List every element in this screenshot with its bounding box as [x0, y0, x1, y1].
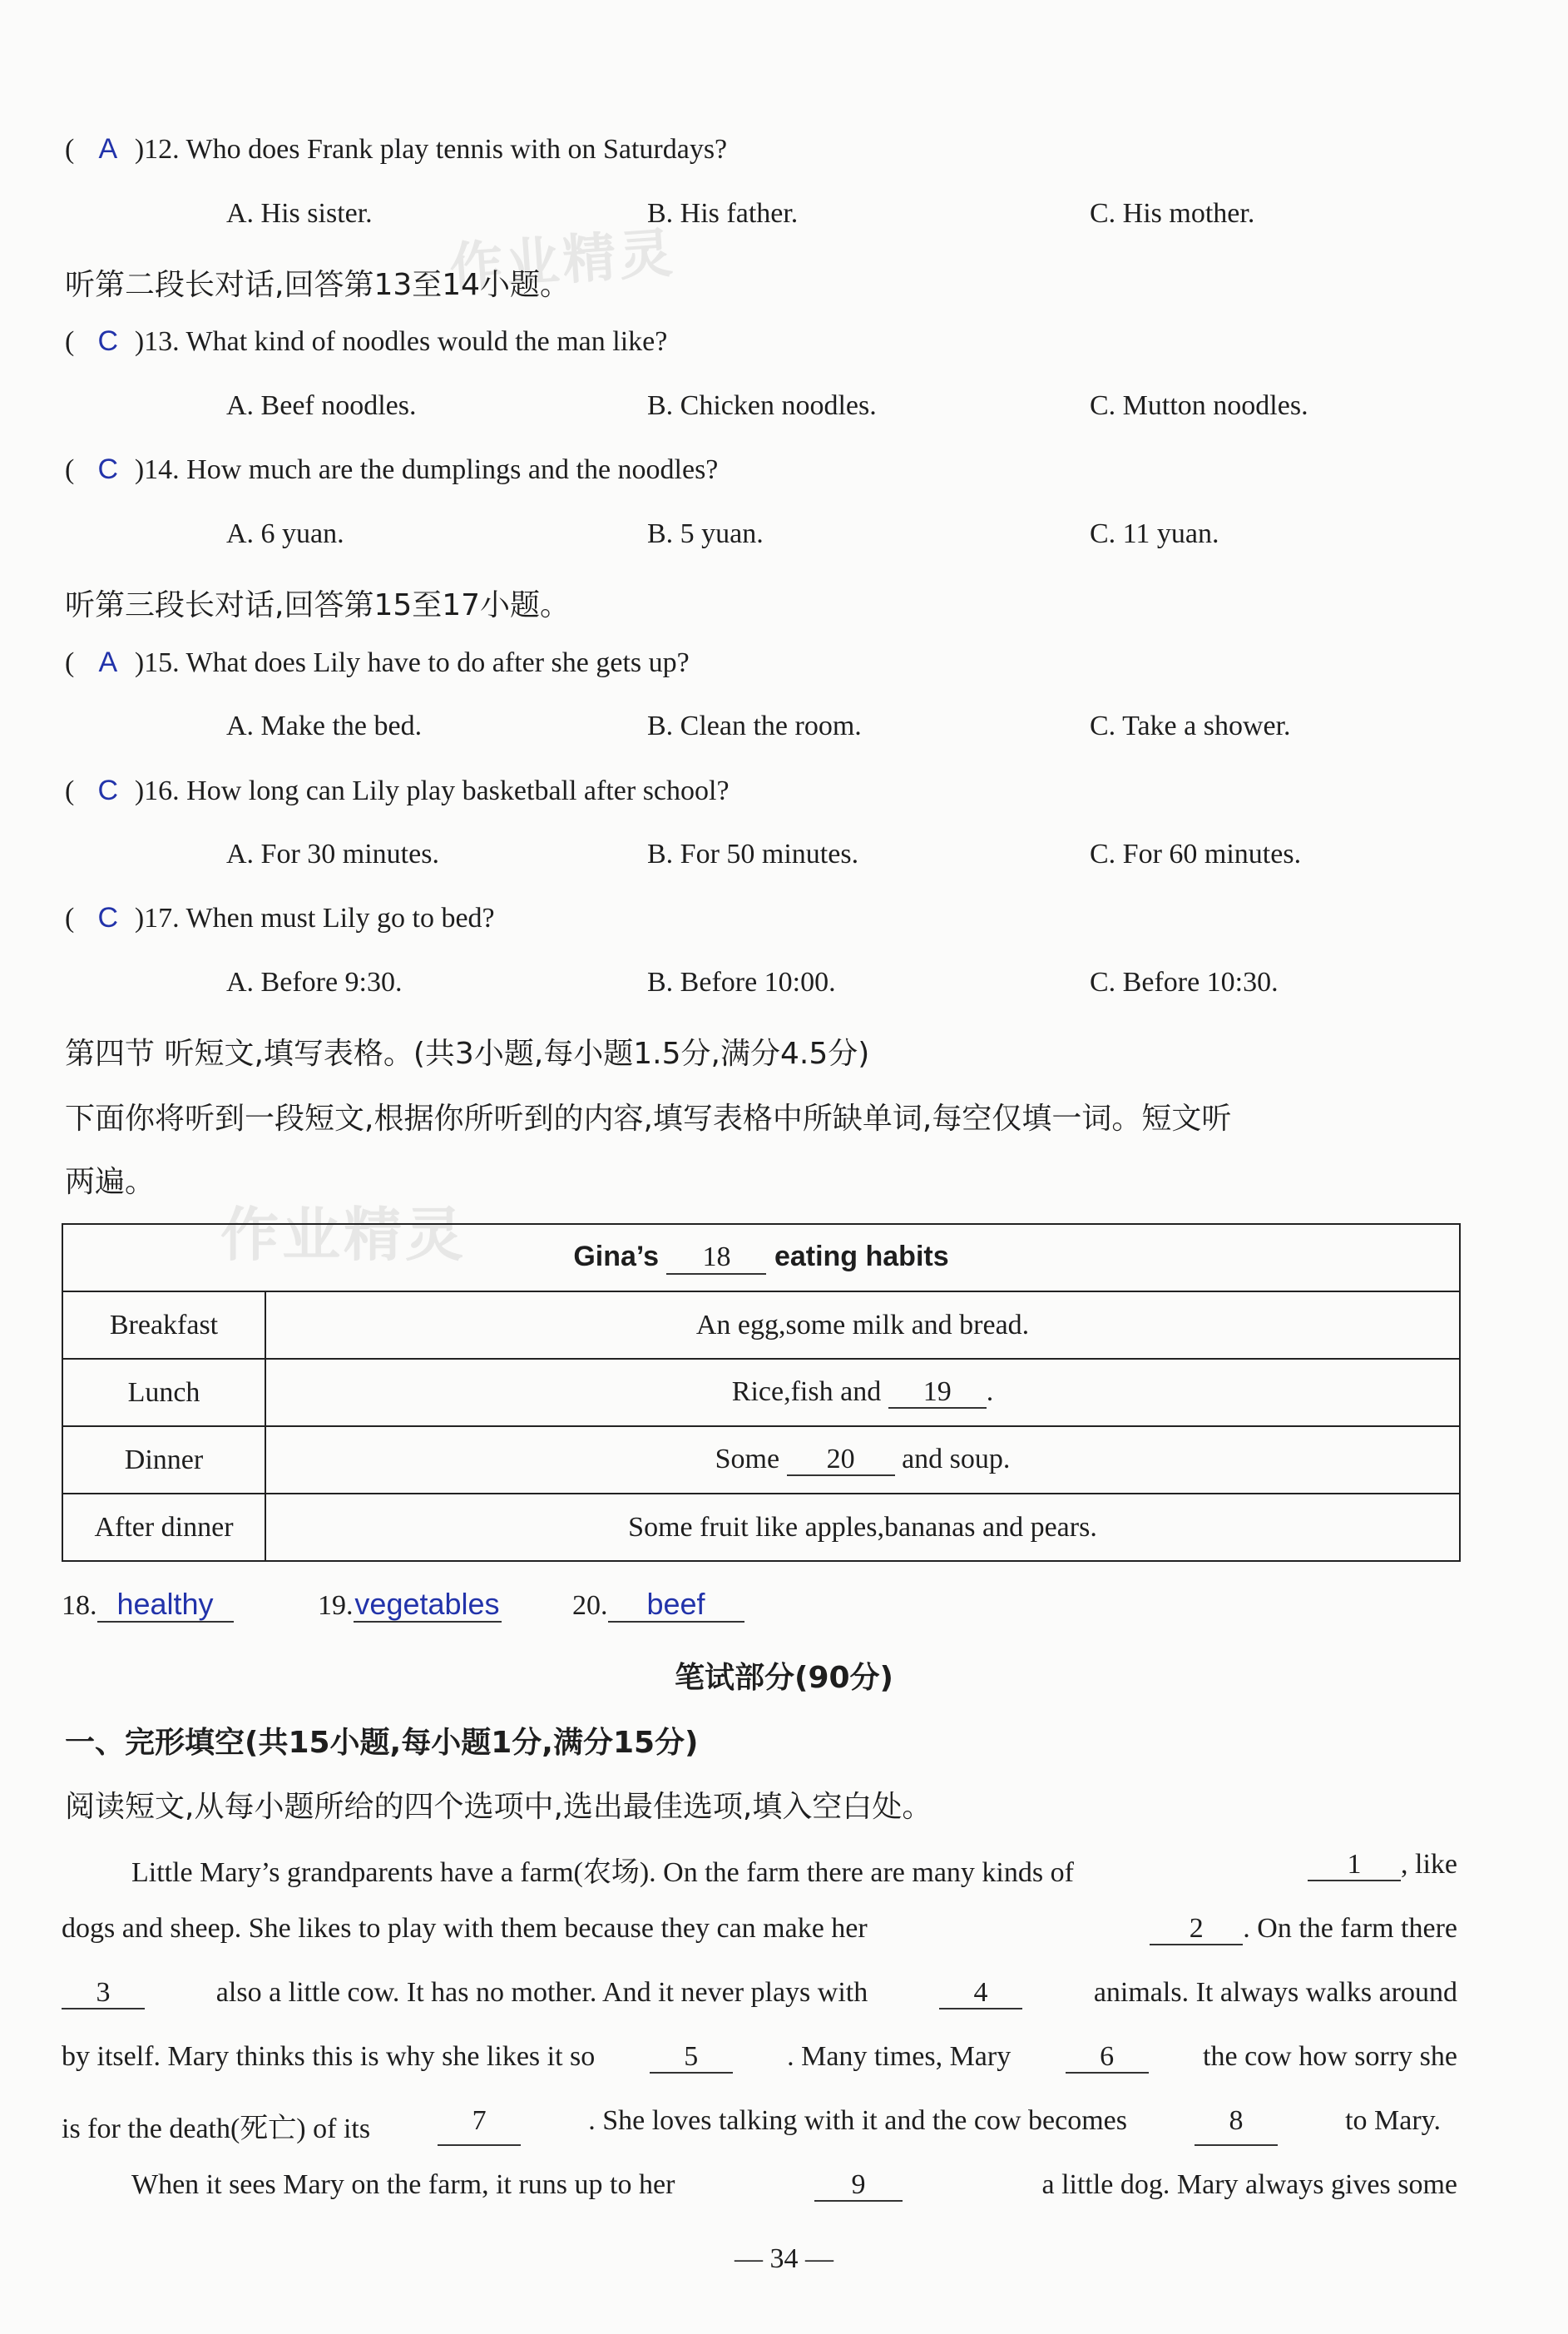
- question-stem: )16. How long can Lily play basketball after school?: [134, 776, 730, 806]
- cloze-blank-2: 2: [1150, 1913, 1243, 1945]
- question-14: ( C )14. How much are the dumplings and the noodles?: [65, 453, 719, 485]
- row-label: Dinner: [62, 1426, 265, 1494]
- table-row: [62, 1291, 1460, 1359]
- answer-mark: A: [98, 133, 118, 165]
- dialogue-header: 听第三段长对话,回答第15至17小题。: [65, 588, 571, 622]
- blank-19: 19: [888, 1376, 987, 1409]
- passage-line: is for the death(死亡) of its 7 . She loves talking with it and the cow becomes 8 to Mary.: [62, 2105, 1441, 2144]
- blank-18: 18: [666, 1241, 766, 1274]
- question-stem: )12. Who does Frank play tennis with on Saturdays?: [134, 134, 728, 165]
- answer-mark: C: [97, 902, 119, 934]
- passage-line: When it sees Mary on the farm, it runs up to her 9 a little dog. Mary always gives some: [131, 2169, 1457, 2202]
- row-label: Lunch: [62, 1359, 265, 1426]
- cloze-blank-7: 7: [438, 2105, 521, 2146]
- option-b: B. Chicken noodles.: [647, 390, 877, 421]
- option-c: C. Before 10:30.: [1090, 967, 1279, 998]
- passage-line: 3 also a little cow. It has no mother. And it never plays with 4 animals. It always walks around: [62, 1977, 1457, 2009]
- eating-habits-table: [62, 1223, 1461, 1562]
- question-stem: )15. What does Lily have to do after she gets up?: [134, 647, 690, 678]
- section-instruction: 阅读短文,从每小题所给的四个选项中,选出最佳选项,填入空白处。: [65, 1790, 932, 1824]
- question-16: ( C )16. How long can Lily play basketball after school?: [65, 775, 730, 806]
- row-content: Rice,fish and 19 .: [265, 1359, 1460, 1426]
- row-label: After dinner: [62, 1494, 265, 1561]
- answer-18: 18. healthy: [62, 1588, 234, 1623]
- cloze-blank-4: 4: [939, 1977, 1022, 2009]
- cloze-blank-3: 3: [62, 1977, 145, 2009]
- answer-value: healthy: [97, 1588, 234, 1623]
- option-a: A. His sister.: [226, 198, 373, 229]
- option-c: C. His mother.: [1090, 198, 1255, 229]
- table-row: [62, 1359, 1460, 1426]
- table-row: [62, 1494, 1460, 1561]
- dialogue-header: 听第二段长对话,回答第13至14小题。: [65, 268, 571, 302]
- answer-value: vegetables: [354, 1587, 500, 1621]
- option-a: A. Beef noodles.: [226, 390, 417, 421]
- row-label: Breakfast: [62, 1291, 265, 1359]
- answer-mark: A: [98, 647, 118, 678]
- section-title: 第四节 听短文,填写表格。(共3小题,每小题1.5分,满分4.5分): [65, 1037, 870, 1071]
- answer-19: 19.vegetables: [318, 1587, 500, 1621]
- section-title: 一、完形填空(共15小题,每小题1分,满分15分): [65, 1726, 699, 1760]
- page-number: — 34 —: [735, 2243, 833, 2274]
- option-a: A. 6 yuan.: [226, 518, 344, 549]
- option-a: A. Before 9:30.: [226, 967, 403, 998]
- table-title-text: eating habits: [774, 1241, 949, 1273]
- watermark: 作业精灵: [220, 1201, 467, 1269]
- question-stem: )14. How much are the dumplings and the noodles?: [134, 454, 719, 485]
- answer-mark: C: [97, 325, 119, 357]
- cloze-blank-9: 9: [814, 2169, 903, 2202]
- question-15: ( A )15. What does Lily have to do after she gets up?: [65, 647, 690, 678]
- question-12: ( A )12. Who does Frank play tennis with on Saturdays?: [65, 133, 728, 165]
- answer-value: beef: [608, 1588, 744, 1623]
- cloze-blank-1: 1: [1308, 1849, 1401, 1881]
- watermark: 作业精灵: [448, 222, 678, 300]
- passage-line: by itself. Mary thinks this is why she likes it so 5 . Many times, Mary 6 the cow how sorry she: [62, 2041, 1457, 2074]
- option-b: B. Clean the room.: [647, 711, 862, 741]
- option-a: A. For 30 minutes.: [226, 839, 439, 870]
- question-stem: )13. What kind of noodles would the man like?: [134, 326, 668, 357]
- question-17: ( C )17. When must Lily go to bed?: [65, 902, 495, 934]
- passage-line: dogs and sheep. She likes to play with them because they can make her 2 . On the farm there: [62, 1913, 1457, 1945]
- option-a: A. Make the bed.: [226, 711, 423, 741]
- option-c: C. Take a shower.: [1090, 711, 1291, 741]
- row-content: An egg,some milk and bread.: [265, 1291, 1460, 1359]
- cloze-blank-6: 6: [1066, 2041, 1149, 2074]
- cloze-blank-8: 8: [1195, 2105, 1278, 2146]
- table-title-text: Gina’s: [573, 1241, 660, 1273]
- table-header-row: [62, 1224, 1460, 1291]
- question-stem: )17. When must Lily go to bed?: [134, 903, 495, 934]
- option-c: C. 11 yuan.: [1090, 518, 1219, 549]
- option-b: B. For 50 minutes.: [647, 839, 859, 870]
- row-content: Some fruit like apples,bananas and pears.: [265, 1494, 1460, 1561]
- option-c: C. Mutton noodles.: [1090, 390, 1308, 421]
- answer-mark: C: [97, 453, 119, 485]
- option-b: B. 5 yuan.: [647, 518, 764, 549]
- answer-mark: C: [97, 775, 119, 806]
- option-c: C. For 60 minutes.: [1090, 839, 1302, 870]
- table-row: [62, 1426, 1460, 1494]
- cloze-blank-5: 5: [650, 2041, 733, 2074]
- option-b: B. Before 10:00.: [647, 967, 836, 998]
- written-heading: 笔试部分(90分): [674, 1661, 893, 1695]
- section-instruction: 下面你将听到一段短文,根据你所听到的内容,填写表格中所缺单词,每空仅填一词。短文听: [65, 1102, 1232, 1136]
- row-content: Some 20 and soup.: [265, 1426, 1460, 1494]
- passage-line: Little Mary’s grandparents have a farm(农场). On the farm there are many kinds of 1 , like: [131, 1849, 1457, 1888]
- table-title: [62, 1224, 1460, 1291]
- section-instruction: 两遍。: [65, 1165, 156, 1199]
- option-b: B. His father.: [647, 198, 799, 229]
- blank-20: 20: [787, 1444, 895, 1476]
- answer-20: 20. beef: [572, 1588, 744, 1623]
- question-13: ( C )13. What kind of noodles would the man like?: [65, 325, 668, 357]
